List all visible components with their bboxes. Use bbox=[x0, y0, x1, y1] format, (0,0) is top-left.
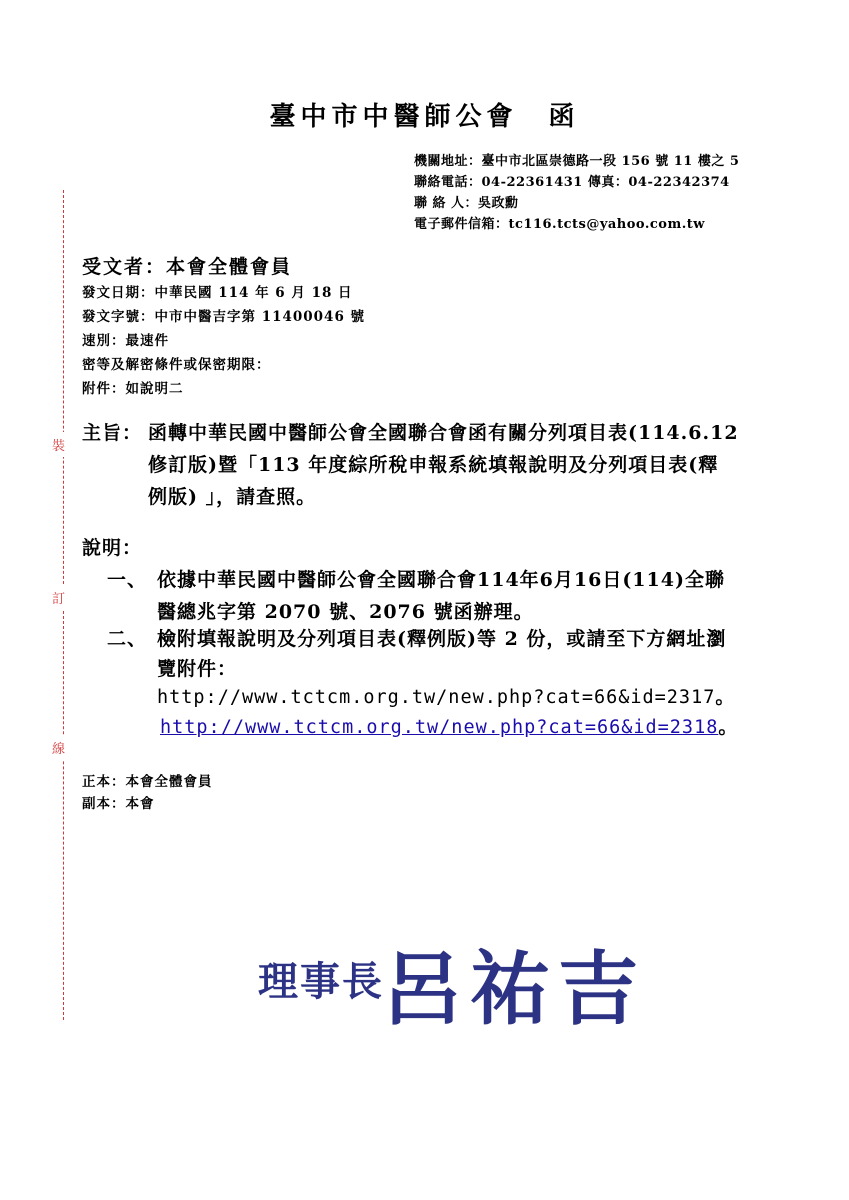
subject-line: 函轉中華民國中醫師公會全國聯合會函有關分列項目表(114.6.12 bbox=[148, 422, 739, 444]
document-number: 發文字號：中市中醫吉字第 11400046 號 bbox=[82, 309, 366, 325]
copy-recipient: 副本：本會 bbox=[82, 796, 155, 812]
binding-mark-zhuang: 裝 bbox=[52, 432, 65, 457]
speed-level: 速別：最速件 bbox=[82, 333, 169, 349]
item-number: 二、 bbox=[107, 628, 148, 650]
url-line-1 bbox=[157, 682, 735, 709]
url-text-1: http://www.tctcm.org.tw/new.php?cat=66&id=2317 bbox=[157, 687, 716, 708]
item-number: 一、 bbox=[107, 569, 148, 591]
subject-label: 主旨： bbox=[82, 422, 143, 444]
receiver: 受文者：本會全體會員 bbox=[82, 256, 293, 278]
subject-line: 修訂版)暨「113 年度綜所稅申報系統填報說明及分列項目表(釋 bbox=[148, 454, 719, 476]
item-line: 檢附填報說明及分列項目表(釋例版)等 2 份，或請至下方網址瀏 bbox=[157, 628, 727, 650]
url-link-2[interactable]: http://www.tctcm.org.tw/new.php?cat=66&id=2318 bbox=[160, 717, 719, 738]
binding-mark-ding: 訂 bbox=[52, 585, 65, 610]
signature-title: 理事長 bbox=[258, 959, 384, 1005]
binding-mark-xian: 線 bbox=[52, 735, 65, 760]
url-line-2 bbox=[160, 712, 738, 739]
url-end-mark-1: 。 bbox=[715, 686, 736, 708]
url-end-mark-2: 。 bbox=[718, 716, 739, 738]
document-title: 臺中市中醫師公會 函 bbox=[269, 102, 580, 132]
subject-line: 例版) 」，請查照。 bbox=[148, 486, 317, 508]
secrecy-level: 密等及解密條件或保密期限： bbox=[82, 357, 271, 373]
item-line: 醫總兆字第 2070 號、2076 號函辦理。 bbox=[157, 601, 534, 623]
attachment: 附件：如說明二 bbox=[82, 381, 184, 397]
signature-name: 呂祐吉 bbox=[382, 943, 646, 1036]
contact-email: 電子郵件信箱：tc116.tcts@yahoo.com.tw bbox=[414, 217, 705, 232]
issue-date: 發文日期：中華民國 114 年 6 月 18 日 bbox=[82, 285, 353, 301]
explanation-label: 說明： bbox=[82, 537, 143, 559]
item-line: 覽附件： bbox=[157, 658, 238, 680]
contact-person: 聯 絡 人：吳政勳 bbox=[414, 196, 519, 211]
contact-address: 機關地址：臺中市北區崇德路一段 156 號 11 樓之 5 bbox=[414, 154, 740, 169]
original-recipient: 正本：本會全體會員 bbox=[82, 774, 213, 790]
contact-phone: 聯絡電話：04-22361431 傳真：04-22342374 bbox=[414, 175, 730, 190]
item-line: 依據中華民國中醫師公會全國聯合會114年6月16日(114)全聯 bbox=[157, 569, 725, 591]
